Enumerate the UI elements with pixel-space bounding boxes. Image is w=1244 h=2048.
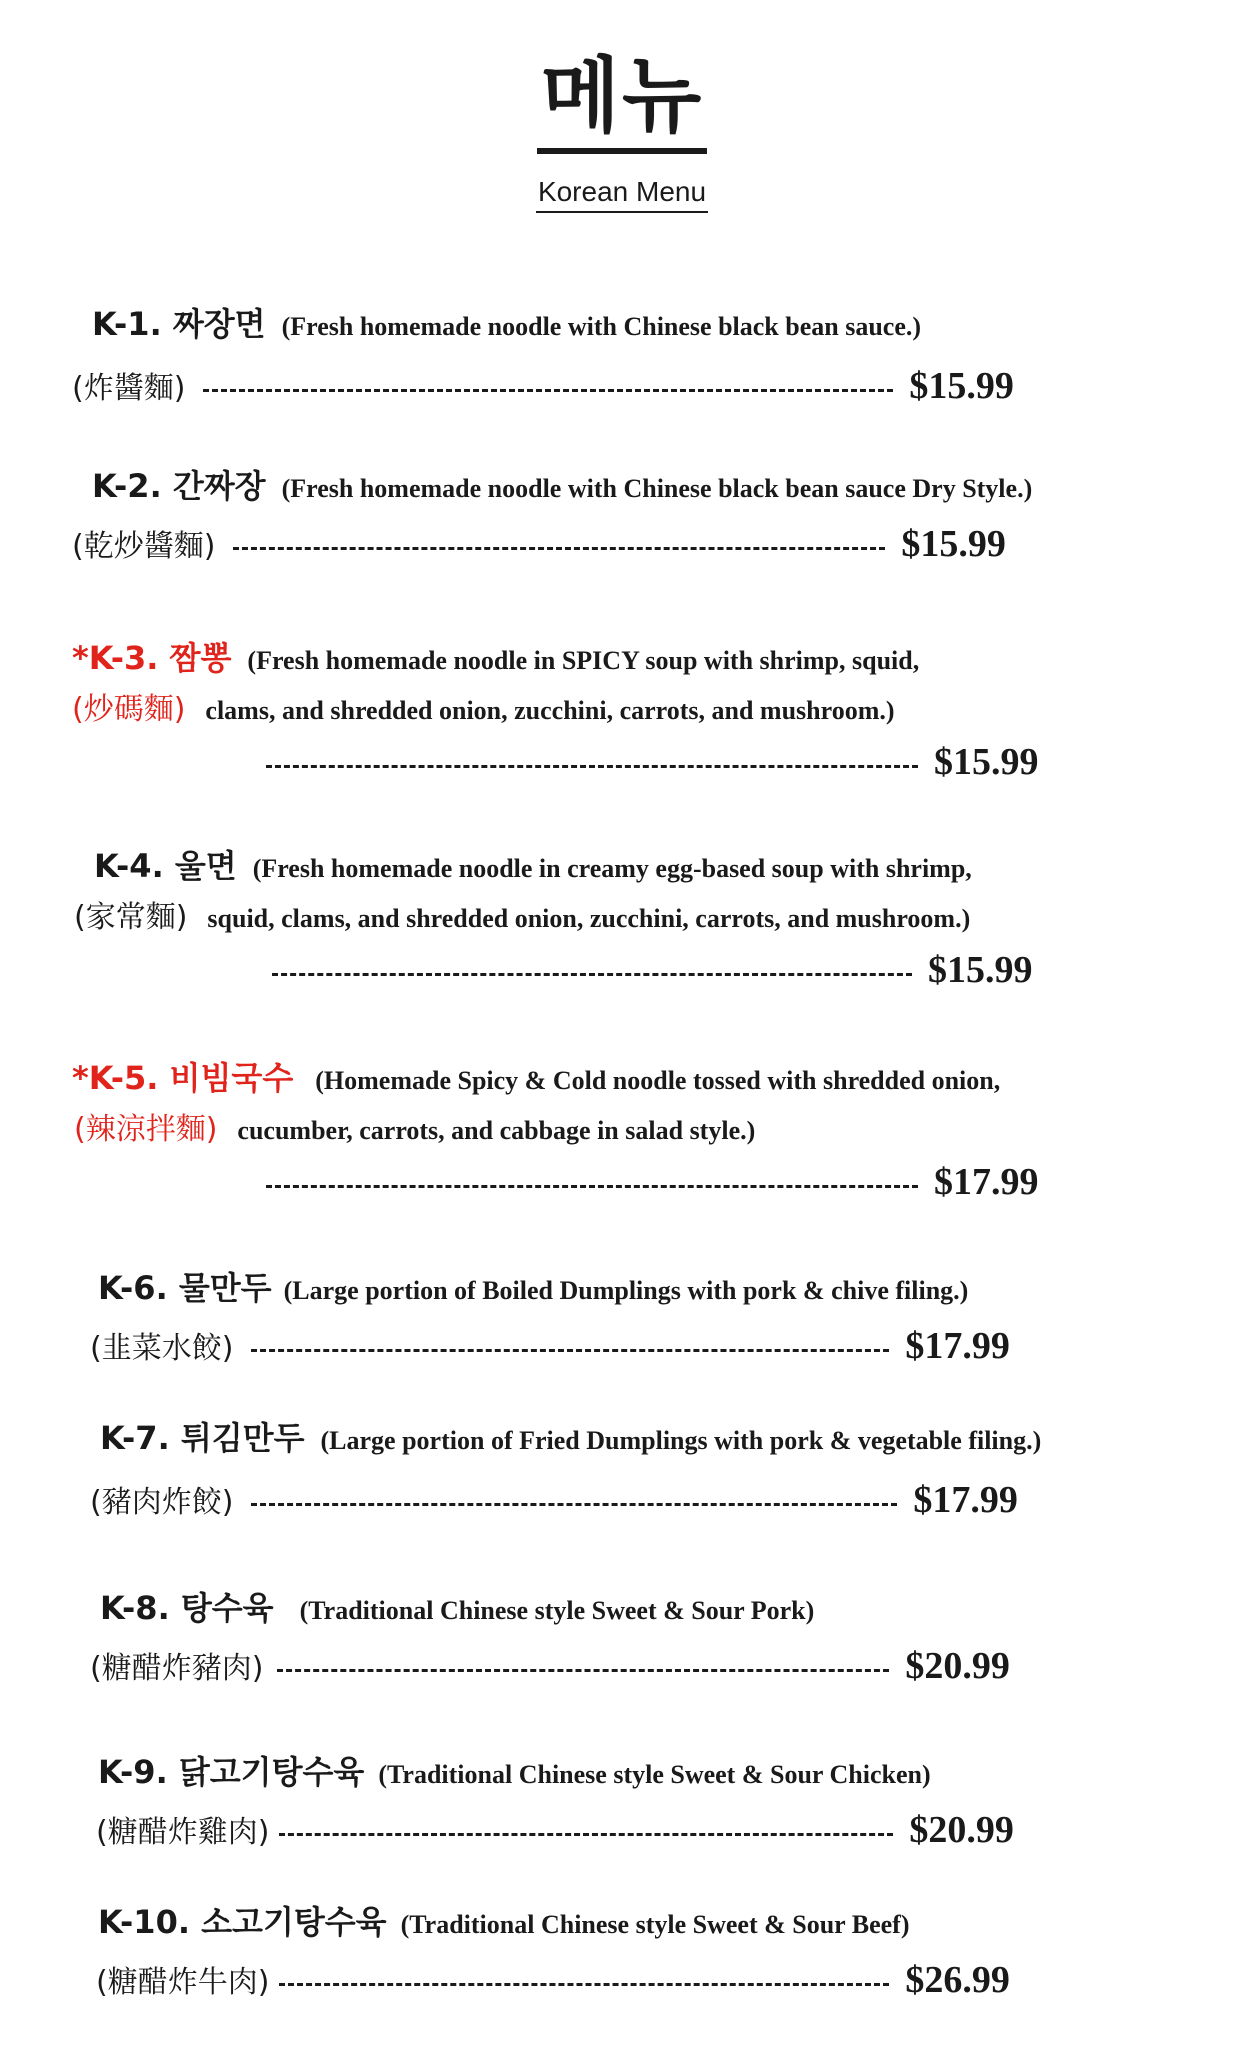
- menu-item-k1-line1: [92, 304, 921, 345]
- menu-item-k2-line2: [72, 522, 1006, 567]
- item-chinese-name: (糖醋炸牛肉): [96, 1965, 270, 2000]
- page-subtitle: Korean Menu: [536, 176, 708, 213]
- item-description-cont: cucumber, carrots, and cabbage in salad style.): [237, 1116, 756, 1145]
- item-description: (Traditional Chinese style Sweet & Sour Beef): [400, 1910, 910, 1939]
- item-price: $17.99: [905, 1325, 1010, 1367]
- item-price: $15.99: [934, 741, 1039, 783]
- menu-item-k3-line2: [72, 690, 895, 730]
- item-chinese-name: (豬肉炸餃): [90, 1485, 234, 1520]
- item-price: $15.99: [928, 949, 1033, 991]
- item-description: (Fresh homemade noodle with Chinese black bean sauce Dry Style.): [281, 474, 1033, 503]
- item-price: $15.99: [901, 523, 1006, 565]
- page-subtitle-wrap: [0, 176, 1244, 213]
- menu-item-k3-line1: [72, 638, 919, 679]
- leader-dots: [266, 1185, 918, 1188]
- item-chinese-name: (家常麵): [74, 900, 188, 935]
- item-code: *K-5. 비빔국수: [72, 1059, 294, 1097]
- menu-item-k8-line2: [90, 1644, 1010, 1689]
- menu-item-k3-line3: [266, 740, 1039, 784]
- item-code: K-4. 울면: [94, 847, 237, 885]
- leader-dots: [203, 389, 893, 392]
- item-code: K-2. 간짜장: [92, 467, 266, 505]
- item-price: $17.99: [934, 1161, 1039, 1203]
- item-description: (Large portion of Fried Dumplings with pork & vegetable filing.): [320, 1426, 1042, 1455]
- item-chinese-name: (乾炒醬麵): [72, 529, 216, 564]
- menu-item-k5-line3: [266, 1160, 1039, 1204]
- menu-item-k2-line1: [92, 466, 1032, 507]
- menu-item-k6-line2: [90, 1324, 1010, 1369]
- item-description: (Fresh homemade noodle in SPICY soup with shrimp, squid,: [247, 646, 920, 675]
- item-price: $15.99: [909, 365, 1014, 407]
- menu-item-k7-line1: [100, 1418, 1041, 1459]
- leader-dots: [251, 1503, 897, 1506]
- menu-item-k6-line1: [98, 1268, 968, 1309]
- item-code: K-10. 소고기탕수육: [98, 1903, 387, 1941]
- menu-item-k10-line1: [98, 1902, 910, 1943]
- item-description: (Fresh homemade noodle with Chinese black bean sauce.): [281, 312, 922, 341]
- item-description: (Traditional Chinese style Sweet & Sour Pork): [299, 1596, 815, 1625]
- item-description: (Large portion of Boiled Dumplings with pork & chive filing.): [283, 1276, 969, 1305]
- item-description: (Homemade Spicy & Cold noodle tossed with shredded onion,: [315, 1066, 1001, 1095]
- item-description: (Traditional Chinese style Sweet & Sour Chicken): [378, 1760, 931, 1789]
- leader-dots: [279, 1833, 893, 1836]
- leader-dots: [266, 765, 918, 768]
- item-code: K-1. 짜장면: [92, 305, 266, 343]
- leader-dots: [233, 547, 885, 550]
- item-code: K-8. 탕수육: [100, 1589, 274, 1627]
- item-chinese-name: (糖醋炸豬肉): [90, 1651, 264, 1686]
- item-chinese-name: (辣涼拌麵): [74, 1112, 218, 1147]
- item-chinese-name: (炸醬麵): [72, 371, 186, 406]
- menu-item-k4-line3: [272, 948, 1033, 992]
- menu-item-k9-line1: [98, 1752, 931, 1793]
- item-chinese-name: (炒碼麵): [72, 692, 186, 727]
- menu-item-k1-line2: [72, 364, 1014, 409]
- menu-item-k4-line1: [94, 846, 972, 887]
- item-code: K-9. 닭고기탕수육: [98, 1753, 365, 1791]
- item-chinese-name: (糖醋炸雞肉): [96, 1815, 270, 1850]
- item-chinese-name: (韭菜水餃): [90, 1331, 234, 1366]
- item-code: K-7. 튀김만두: [100, 1419, 305, 1457]
- item-code: K-6. 물만두: [98, 1269, 272, 1307]
- menu-item-k8-line1: [100, 1588, 814, 1629]
- page-title: 메뉴: [537, 48, 707, 154]
- leader-dots: [279, 1983, 889, 1986]
- menu-item-k10-line2: [96, 1958, 1010, 2003]
- item-price: $26.99: [905, 1959, 1010, 2001]
- leader-dots: [277, 1669, 889, 1672]
- page-title-wrap: [0, 48, 1244, 154]
- menu-item-k9-line2: [96, 1808, 1014, 1853]
- item-price: $20.99: [905, 1645, 1010, 1687]
- item-description: (Fresh homemade noodle in creamy egg-based soup with shrimp,: [252, 854, 972, 883]
- item-description-cont: clams, and shredded onion, zucchini, carrots, and mushroom.): [205, 696, 895, 725]
- menu-item-k4-line2: [74, 898, 970, 938]
- menu-item-k5-line2: [74, 1110, 755, 1150]
- item-code: *K-3. 짬뽕: [72, 639, 232, 677]
- leader-dots: [272, 973, 912, 976]
- menu-item-k7-line2: [90, 1478, 1018, 1523]
- leader-dots: [251, 1349, 889, 1352]
- item-price: $20.99: [909, 1809, 1014, 1851]
- item-price: $17.99: [913, 1479, 1018, 1521]
- item-description-cont: squid, clams, and shredded onion, zucchini, carrots, and mushroom.): [207, 904, 971, 933]
- menu-item-k5-line1: [72, 1058, 1000, 1099]
